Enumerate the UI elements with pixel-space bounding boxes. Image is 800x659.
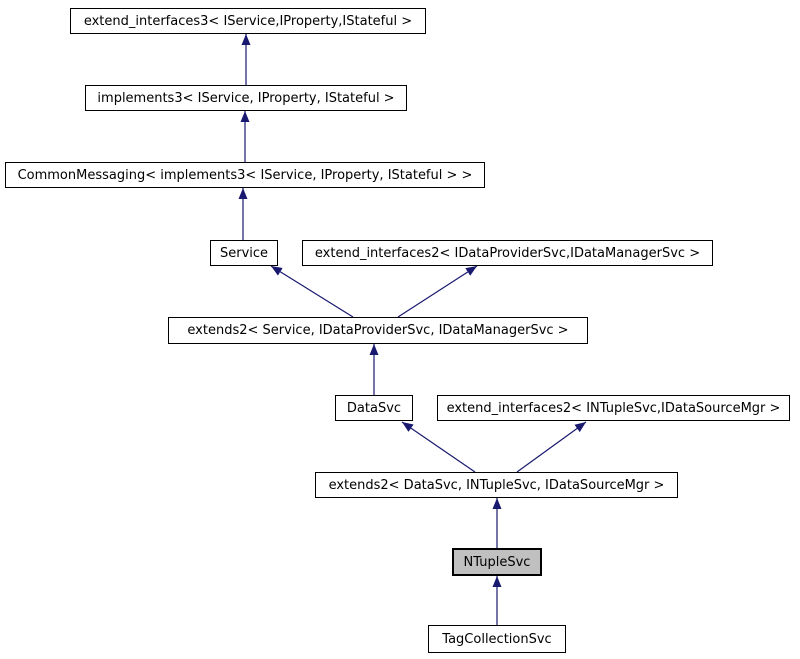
node-commonmessaging[interactable]: CommonMessaging< implements3< IService, IProperty, IStateful > >: [5, 162, 485, 188]
node-service[interactable]: Service: [210, 240, 278, 266]
node-extend-interfaces3[interactable]: extend_interfaces3< IService,IProperty,IStateful >: [70, 8, 426, 34]
node-ntuplesvc[interactable]: NTupleSvc: [452, 548, 542, 576]
node-extends2-datasvc[interactable]: extends2< DataSvc, INTupleSvc, IDataSourceMgr >: [315, 472, 678, 498]
node-extends2-service[interactable]: extends2< Service, IDataProviderSvc, IDataManagerSvc >: [168, 317, 588, 344]
node-tagcollectionsvc[interactable]: TagCollectionSvc: [428, 625, 566, 653]
node-datasvc[interactable]: DataSvc: [335, 395, 413, 421]
node-extend-interfaces2-ntuple[interactable]: extend_interfaces2< INTupleSvc,IDataSourceMgr >: [437, 395, 790, 421]
edge-extends2datasvc-to-datasvc: [402, 422, 475, 472]
edge-extends2datasvc-to-extendinterfaces2ntuple: [517, 422, 586, 472]
node-extend-interfaces2-data[interactable]: extend_interfaces2< IDataProviderSvc,IDataManagerSvc >: [302, 240, 713, 266]
edge-extends2service-to-extendinterfaces2data: [398, 266, 477, 317]
node-implements3[interactable]: implements3< IService, IProperty, IStateful >: [85, 85, 407, 111]
edge-extends2service-to-service: [271, 266, 353, 317]
